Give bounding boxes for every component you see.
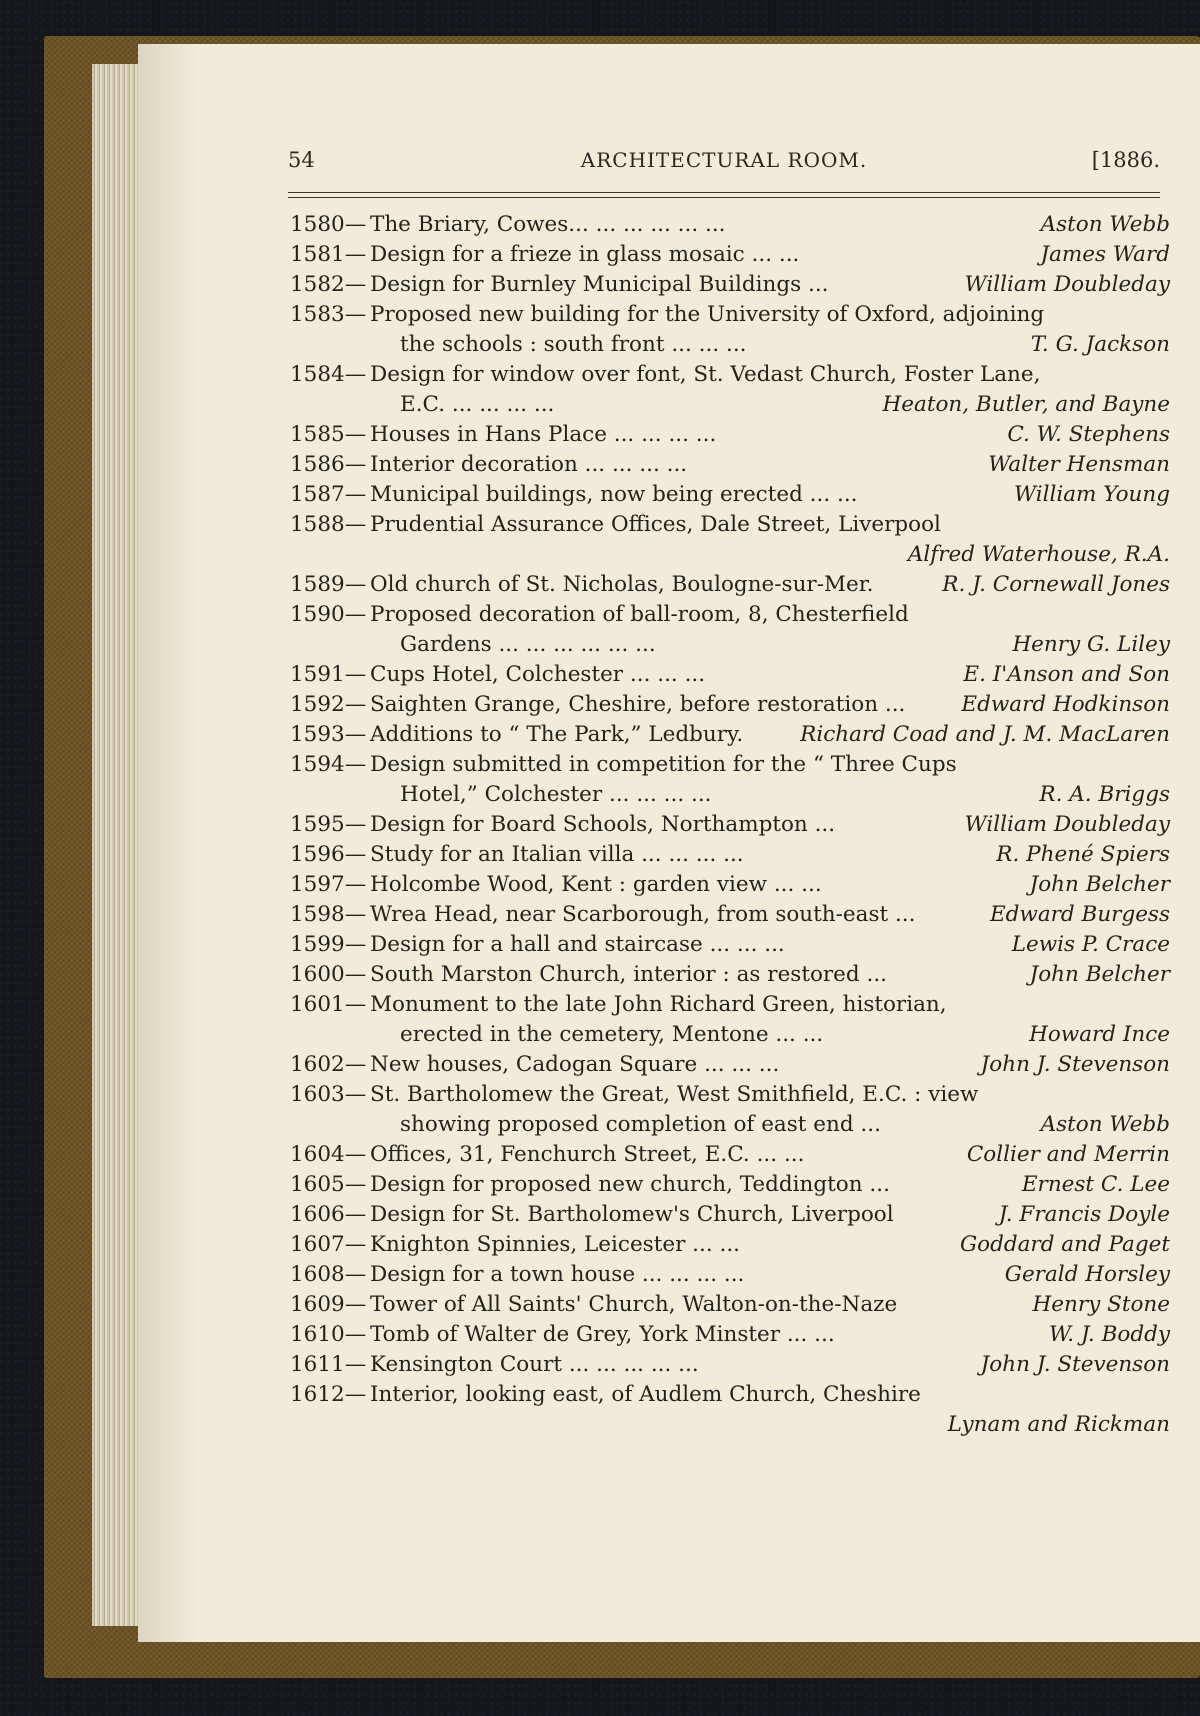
entry-title-block <box>370 510 1170 540</box>
entry-number: 1591— <box>290 662 367 687</box>
entry-artist: Heaton, Butler, and Bayne <box>875 390 1170 420</box>
entry-title-line: Cups Hotel, Colchester ... ... ... <box>370 662 706 687</box>
entry-title-line: Study for an Italian villa ... ... ... ... <box>370 842 744 867</box>
entry-number: 1611— <box>290 1352 367 1377</box>
entry-title-line: Gardens ... ... ... ... ... ... <box>400 632 656 657</box>
entry-title-line: E.C. ... ... ... ... <box>400 392 555 417</box>
entry-number: 1586— <box>290 452 367 477</box>
entry-title-line: Design for Board Schools, Northampton ... <box>370 812 836 837</box>
catalogue-entry <box>290 960 1170 990</box>
entry-title-line: Saighten Grange, Cheshire, before restoration ... <box>370 692 906 717</box>
entry-title-block <box>370 1380 1170 1410</box>
catalogue-entry <box>290 240 1170 270</box>
entry-title-line: Design submitted in competition for the “ Three Cups <box>370 752 957 777</box>
entry-number: 1585— <box>290 422 367 447</box>
entry-artist: James Ward <box>1032 240 1170 270</box>
page-edges <box>92 64 144 1626</box>
running-title: ARCHITECTURAL ROOM. <box>580 148 868 172</box>
entry-artist: Goddard and Paget <box>952 1230 1170 1260</box>
header-rule-bottom <box>288 197 1160 198</box>
entry-number: 1604— <box>290 1142 367 1167</box>
entry-title-line: Design for a town house ... ... ... ... <box>370 1262 745 1287</box>
catalogue-entry <box>290 1260 1170 1290</box>
entry-artist: Collier and Merrin <box>959 1140 1170 1170</box>
entry-title-line: Tomb of Walter de Grey, York Minster ... ... <box>370 1322 835 1347</box>
catalogue-entry <box>290 600 1170 660</box>
catalogue-entry <box>290 360 1170 420</box>
year-label: [1886. <box>1091 148 1160 172</box>
entry-number: 1590— <box>290 602 367 627</box>
entry-title-line: Holcombe Wood, Kent : garden view ... ... <box>370 872 822 897</box>
entry-artist: Alfred Waterhouse, R.A. <box>907 542 1170 567</box>
catalogue-entry <box>290 1320 1170 1350</box>
entry-number: 1603— <box>290 1082 367 1107</box>
catalogue-entry <box>290 870 1170 900</box>
catalogue-entry <box>290 900 1170 930</box>
entry-number: 1601— <box>290 992 367 1017</box>
catalogue-entry <box>290 270 1170 300</box>
entry-number: 1594— <box>290 752 367 777</box>
entry-title-line: Proposed new building for the University of Oxford, adjoining <box>370 302 1045 327</box>
header-rule-top <box>288 192 1160 193</box>
entry-artist: Edward Burgess <box>982 900 1170 930</box>
entry-artist: Edward Hodkinson <box>953 690 1170 720</box>
catalogue-entry <box>290 480 1170 510</box>
entry-title-line: Interior, looking east, of Audlem Church, Cheshire <box>370 1382 921 1407</box>
catalogue-entry <box>290 1140 1170 1170</box>
entry-title-line: Interior decoration ... ... ... ... <box>370 452 688 477</box>
entry-number: 1610— <box>290 1322 367 1347</box>
entry-number: 1581— <box>290 242 367 267</box>
entry-number: 1612— <box>290 1382 367 1407</box>
entry-title-line: Proposed decoration of ball-room, 8, Chesterfield <box>370 602 909 627</box>
entry-number: 1609— <box>290 1292 367 1317</box>
entry-artist: Aston Webb <box>1033 210 1170 240</box>
entry-number: 1599— <box>290 932 367 957</box>
entry-title-line: erected in the cemetery, Mentone ... ... <box>400 1022 824 1047</box>
entry-title-line: Monument to the late John Richard Green, historian, <box>370 992 947 1017</box>
entry-title-line: Additions to “ The Park,” Ledbury. <box>370 722 744 747</box>
entry-number: 1600— <box>290 962 367 987</box>
entry-title-line: Design for Burnley Municipal Buildings ... <box>370 272 829 297</box>
entry-artist: Aston Webb <box>1033 1110 1170 1140</box>
entry-title-line: Wrea Head, near Scarborough, from south-east ... <box>370 902 916 927</box>
entry-number: 1606— <box>290 1202 367 1227</box>
catalogue-entry <box>290 420 1170 450</box>
entry-number: 1608— <box>290 1262 367 1287</box>
entry-artist: R. J. Cornewall Jones <box>934 570 1170 600</box>
entry-number: 1584— <box>290 362 367 387</box>
catalogue-list <box>290 210 1170 1440</box>
entry-number: 1589— <box>290 572 367 597</box>
entry-number: 1582— <box>290 272 367 297</box>
entry-number: 1605— <box>290 1172 367 1197</box>
catalogue-entry <box>290 930 1170 960</box>
entry-title-line: Offices, 31, Fenchurch Street, E.C. ... ... <box>370 1142 805 1167</box>
entry-title-line: Design for a hall and staircase ... ... ... <box>370 932 785 957</box>
catalogue-entry <box>290 300 1170 360</box>
entry-artist: Richard Coad and J. M. MacLaren <box>792 720 1170 750</box>
entry-artist: William Doubleday <box>957 270 1170 300</box>
page-number: 54 <box>288 148 315 172</box>
entry-number: 1593— <box>290 722 367 747</box>
catalogue-entry <box>290 1380 1170 1440</box>
catalogue-entry <box>290 1230 1170 1260</box>
entry-number: 1596— <box>290 842 367 867</box>
catalogue-entry <box>290 570 1170 600</box>
entry-artist: Henry Stone <box>1025 1290 1170 1320</box>
entry-artist: John Belcher <box>1022 960 1170 990</box>
entry-artist: Lewis P. Crace <box>1004 930 1170 960</box>
entry-title-line: St. Bartholomew the Great, West Smithfield, E.C. : view <box>370 1082 979 1107</box>
entry-artist: Walter Hensman <box>980 450 1170 480</box>
catalogue-entry <box>290 1080 1170 1140</box>
entry-number: 1592— <box>290 692 367 717</box>
entry-artist: C. W. Stephens <box>999 420 1170 450</box>
catalogue-entry <box>290 720 1170 750</box>
entry-title-line: Design for a frieze in glass mosaic ... ... <box>370 242 800 267</box>
entry-number: 1587— <box>290 482 367 507</box>
entry-artist: Lynam and Rickman <box>947 1412 1170 1437</box>
entry-artist: R. A. Briggs <box>1031 780 1170 810</box>
catalogue-entry <box>290 690 1170 720</box>
catalogue-entry <box>290 510 1170 570</box>
entry-artist: William Doubleday <box>957 810 1170 840</box>
entry-number: 1583— <box>290 302 367 327</box>
entry-title-line: the schools : south front ... ... ... <box>400 332 747 357</box>
entry-title-line: Hotel,” Colchester ... ... ... ... <box>400 782 712 807</box>
catalogue-entry <box>290 1350 1170 1380</box>
catalogue-entry <box>290 210 1170 240</box>
entry-artist: Ernest C. Lee <box>1014 1170 1170 1200</box>
entry-title-line: New houses, Cadogan Square ... ... ... <box>370 1052 780 1077</box>
entry-artist: Gerald Horsley <box>997 1260 1170 1290</box>
page-header <box>288 148 1160 184</box>
entry-number: 1607— <box>290 1232 367 1257</box>
entry-artist: Howard Ince <box>1021 1020 1170 1050</box>
catalogue-entry <box>290 1170 1170 1200</box>
entry-title-line: Design for proposed new church, Teddington ... <box>370 1172 890 1197</box>
catalogue-entry <box>290 1050 1170 1080</box>
entry-artist: R. Phené Spiers <box>988 840 1170 870</box>
catalogue-entry <box>290 990 1170 1050</box>
catalogue-entry <box>290 840 1170 870</box>
entry-title-line: Houses in Hans Place ... ... ... ... <box>370 422 717 447</box>
catalogue-entry <box>290 1290 1170 1320</box>
entry-number: 1580— <box>290 212 367 237</box>
catalogue-entry <box>290 450 1170 480</box>
entry-artist: T. G. Jackson <box>1023 330 1170 360</box>
entry-number: 1597— <box>290 872 367 897</box>
catalogue-entry <box>290 810 1170 840</box>
entry-artist: John J. Stevenson <box>973 1350 1170 1380</box>
entry-artist: W. J. Boddy <box>1041 1320 1170 1350</box>
entry-artist: E. I'Anson and Son <box>955 660 1170 690</box>
entry-number: 1602— <box>290 1052 367 1077</box>
catalogue-entry <box>290 750 1170 810</box>
entry-artist: William Young <box>1006 480 1170 510</box>
entry-title-line: Prudential Assurance Offices, Dale Street, Liverpool <box>370 512 941 537</box>
entry-title-line: The Briary, Cowes... ... ... ... ... ... <box>370 212 726 237</box>
entry-number: 1595— <box>290 812 367 837</box>
catalogue-entry <box>290 660 1170 690</box>
entry-artist: John J. Stevenson <box>973 1050 1170 1080</box>
entry-title-line: Old church of St. Nicholas, Boulogne-sur-Mer. <box>370 572 874 597</box>
entry-title-line: Knighton Spinnies, Leicester ... ... <box>370 1232 741 1257</box>
entry-artist: J. Francis Doyle <box>991 1200 1170 1230</box>
entry-title-line: Design for St. Bartholomew's Church, Liverpool <box>370 1202 894 1227</box>
entry-title-line: Municipal buildings, now being erected ... ... <box>370 482 858 507</box>
entry-number: 1588— <box>290 512 367 537</box>
entry-artist: Henry G. Liley <box>1004 630 1170 660</box>
entry-number: 1598— <box>290 902 367 927</box>
catalogue-entry <box>290 1200 1170 1230</box>
entry-title-line: Tower of All Saints' Church, Walton-on-the-Naze <box>370 1292 898 1317</box>
entry-artist: John Belcher <box>1022 870 1170 900</box>
entry-title-line: showing proposed completion of east end ... <box>400 1112 881 1137</box>
entry-title-line: South Marston Church, interior : as restored ... <box>370 962 888 987</box>
entry-title-line: Design for window over font, St. Vedast Church, Foster Lane, <box>370 362 1041 387</box>
entry-title-line: Kensington Court ... ... ... ... ... <box>370 1352 699 1377</box>
